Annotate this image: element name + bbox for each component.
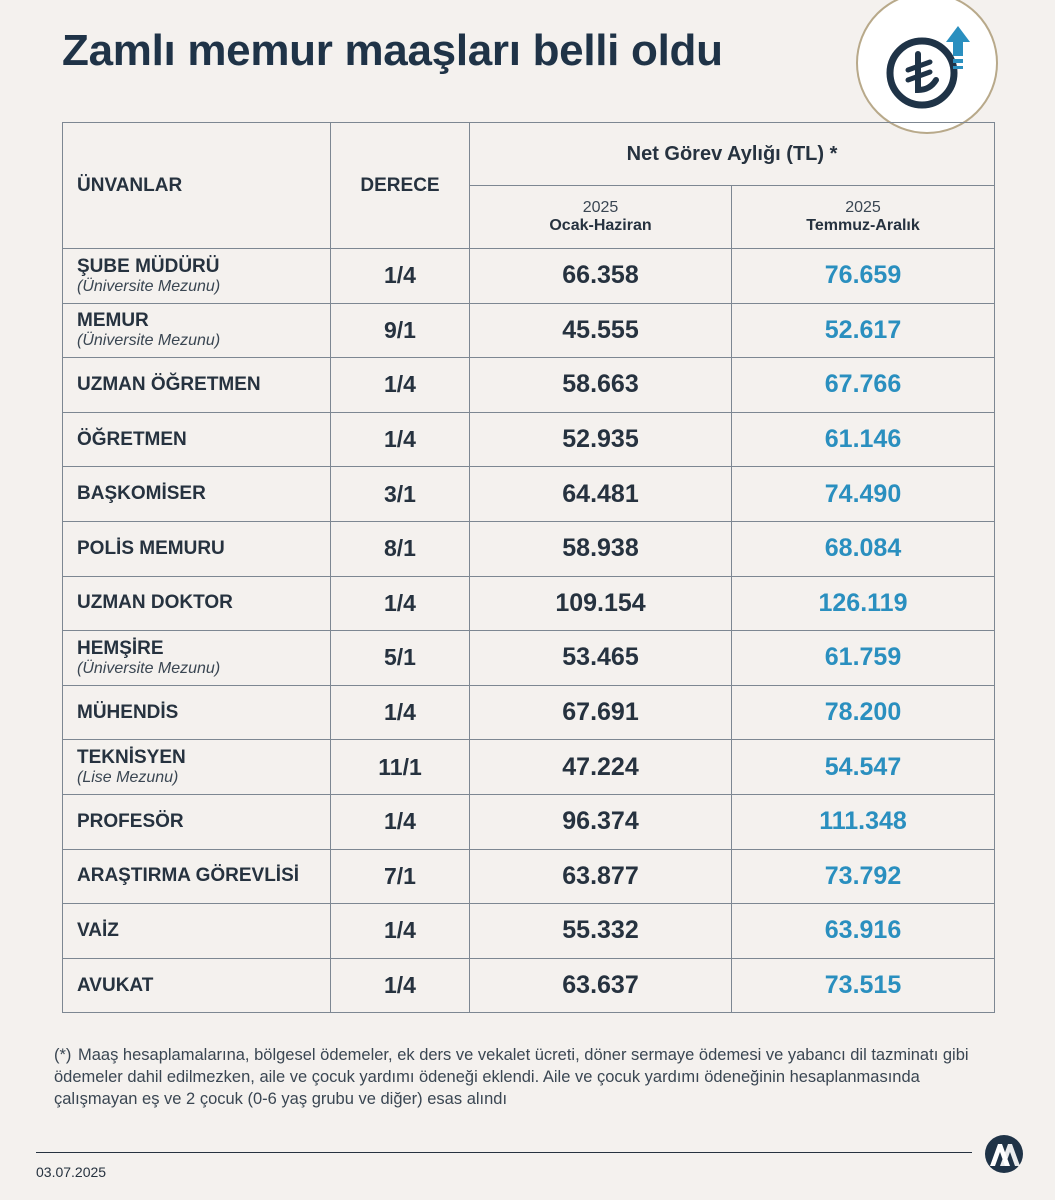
- row-subtitle: (Üniversite Mezunu): [77, 277, 221, 295]
- cell-derece: 5/1: [331, 631, 470, 686]
- cell-title: [63, 303, 331, 358]
- row-subtitle: (Üniversite Mezunu): [77, 659, 221, 677]
- cell-derece: 8/1: [331, 521, 470, 576]
- cell-salary-ocak-haziran: 64.481: [470, 467, 732, 522]
- cell-salary-ocak-haziran: 63.637: [470, 958, 732, 1013]
- row-title: ŞUBE MÜDÜRÜ: [77, 255, 220, 277]
- cell-derece: 1/4: [331, 685, 470, 740]
- table-row: [63, 904, 995, 959]
- cell-title: [63, 740, 331, 795]
- publish-date: 03.07.2025: [36, 1164, 107, 1180]
- table-row: [63, 685, 995, 740]
- row-title: HEMŞİRE: [77, 637, 164, 659]
- period1-label: Ocak-Haziran: [549, 217, 652, 234]
- cell-salary-ocak-haziran: 58.663: [470, 358, 732, 413]
- table-row: [63, 249, 995, 304]
- row-title: PROFESÖR: [77, 810, 184, 832]
- table-row: [63, 794, 995, 849]
- page-title: Zamlı memur maaşları belli oldu: [62, 26, 723, 75]
- table-row: [63, 467, 995, 522]
- table-row: [63, 412, 995, 467]
- cell-title: [63, 521, 331, 576]
- cell-salary-temmuz-aralik: 73.515: [732, 958, 995, 1013]
- cell-salary-ocak-haziran: 67.691: [470, 685, 732, 740]
- cell-derece: 7/1: [331, 849, 470, 904]
- cell-salary-ocak-haziran: 58.938: [470, 521, 732, 576]
- row-subtitle: (Üniversite Mezunu): [77, 332, 221, 350]
- salary-table: [62, 122, 995, 1013]
- cell-derece: 11/1: [331, 740, 470, 795]
- cell-title: [63, 358, 331, 413]
- table-row: [63, 849, 995, 904]
- row-title: AVUKAT: [77, 974, 154, 996]
- row-title: TEKNİSYEN: [77, 747, 186, 769]
- cell-derece: 1/4: [331, 958, 470, 1013]
- row-title: ÖĞRETMEN: [77, 428, 187, 450]
- cell-salary-temmuz-aralik: 61.759: [732, 631, 995, 686]
- cell-derece: 9/1: [331, 303, 470, 358]
- cell-salary-temmuz-aralik: 126.119: [732, 576, 995, 631]
- cell-derece: 1/4: [331, 576, 470, 631]
- table-row: [63, 631, 995, 686]
- row-title: VAİZ: [77, 919, 119, 941]
- cell-salary-temmuz-aralik: 67.766: [732, 358, 995, 413]
- cell-derece: 3/1: [331, 467, 470, 522]
- cell-salary-temmuz-aralik: 111.348: [732, 794, 995, 849]
- cell-salary-ocak-haziran: 63.877: [470, 849, 732, 904]
- row-title: MEMUR: [77, 310, 149, 332]
- cell-title: [63, 631, 331, 686]
- cell-salary-temmuz-aralik: 73.792: [732, 849, 995, 904]
- aa-logo-icon: [984, 1134, 1024, 1174]
- cell-title: [63, 685, 331, 740]
- cell-salary-temmuz-aralik: 54.547: [732, 740, 995, 795]
- row-title: UZMAN DOKTOR: [77, 592, 233, 614]
- table-row: [63, 358, 995, 413]
- footnote-text: Maaş hesaplamalarına, bölgesel ödemeler, ek ders ve vekalet ücreti, döner sermaye ödemesi ve yabancı dil tazminatı gibi ödemeler dahil edilmezken, aile ve çocuk yardımı ödeneği eklendi. Aile ve çocuk yardımı ödeneğinin hesaplanmasında çalışmayan eş ve 2 çocuk (0-6 yaş grubu ve diğer) esas alındı: [54, 1046, 969, 1108]
- cell-salary-temmuz-aralik: 76.659: [732, 249, 995, 304]
- cell-title: [63, 249, 331, 304]
- cell-salary-temmuz-aralik: 61.146: [732, 412, 995, 467]
- table-row: [63, 740, 995, 795]
- cell-title: [63, 576, 331, 631]
- header-unvanlar: ÜNVANLAR: [63, 123, 331, 249]
- cell-salary-ocak-haziran: 45.555: [470, 303, 732, 358]
- row-subtitle: (Lise Mezunu): [77, 769, 179, 787]
- cell-derece: 1/4: [331, 904, 470, 959]
- cell-salary-ocak-haziran: 66.358: [470, 249, 732, 304]
- cell-title: [63, 849, 331, 904]
- row-title: ARAŞTIRMA GÖREVLİSİ: [77, 865, 300, 887]
- table-row: [63, 576, 995, 631]
- cell-derece: 1/4: [331, 794, 470, 849]
- cell-derece: 1/4: [331, 358, 470, 413]
- cell-salary-ocak-haziran: 109.154: [470, 576, 732, 631]
- period1-year: 2025: [582, 199, 619, 216]
- cell-salary-ocak-haziran: 52.935: [470, 412, 732, 467]
- header-net-gorev-ayligi: Net Görev Aylığı (TL) *: [470, 123, 995, 186]
- cell-title: [63, 412, 331, 467]
- cell-title: [63, 904, 331, 959]
- period2-year: 2025: [845, 199, 881, 216]
- cell-derece: 1/4: [331, 412, 470, 467]
- row-title: BAŞKOMİSER: [77, 483, 206, 505]
- row-title: MÜHENDİS: [77, 701, 179, 723]
- cell-derece: 1/4: [331, 249, 470, 304]
- cell-salary-temmuz-aralik: 78.200: [732, 685, 995, 740]
- cell-title: [63, 958, 331, 1013]
- cell-salary-temmuz-aralik: 68.084: [732, 521, 995, 576]
- cell-salary-ocak-haziran: 53.465: [470, 631, 732, 686]
- cell-salary-temmuz-aralik: 52.617: [732, 303, 995, 358]
- lira-rising-arrow-icon: [856, 0, 998, 134]
- cell-salary-ocak-haziran: 47.224: [470, 740, 732, 795]
- header-period-ocak-haziran: [470, 186, 732, 249]
- footnote-mark: (*): [54, 1046, 72, 1064]
- table-row: [63, 958, 995, 1013]
- row-title: UZMAN ÖĞRETMEN: [77, 373, 261, 395]
- header-period-temmuz-aralik: [732, 186, 995, 249]
- table-row: [63, 521, 995, 576]
- table-row: [63, 303, 995, 358]
- header-derece: DERECE: [331, 123, 470, 249]
- cell-salary-ocak-haziran: 55.332: [470, 904, 732, 959]
- period2-label: Temmuz-Aralık: [806, 217, 920, 234]
- cell-title: [63, 467, 331, 522]
- row-title: POLİS MEMURU: [77, 537, 225, 559]
- cell-salary-temmuz-aralik: 63.916: [732, 904, 995, 959]
- footer-divider: [36, 1152, 972, 1153]
- cell-salary-temmuz-aralik: 74.490: [732, 467, 995, 522]
- cell-salary-ocak-haziran: 96.374: [470, 794, 732, 849]
- footnote: [54, 1044, 984, 1110]
- cell-title: [63, 794, 331, 849]
